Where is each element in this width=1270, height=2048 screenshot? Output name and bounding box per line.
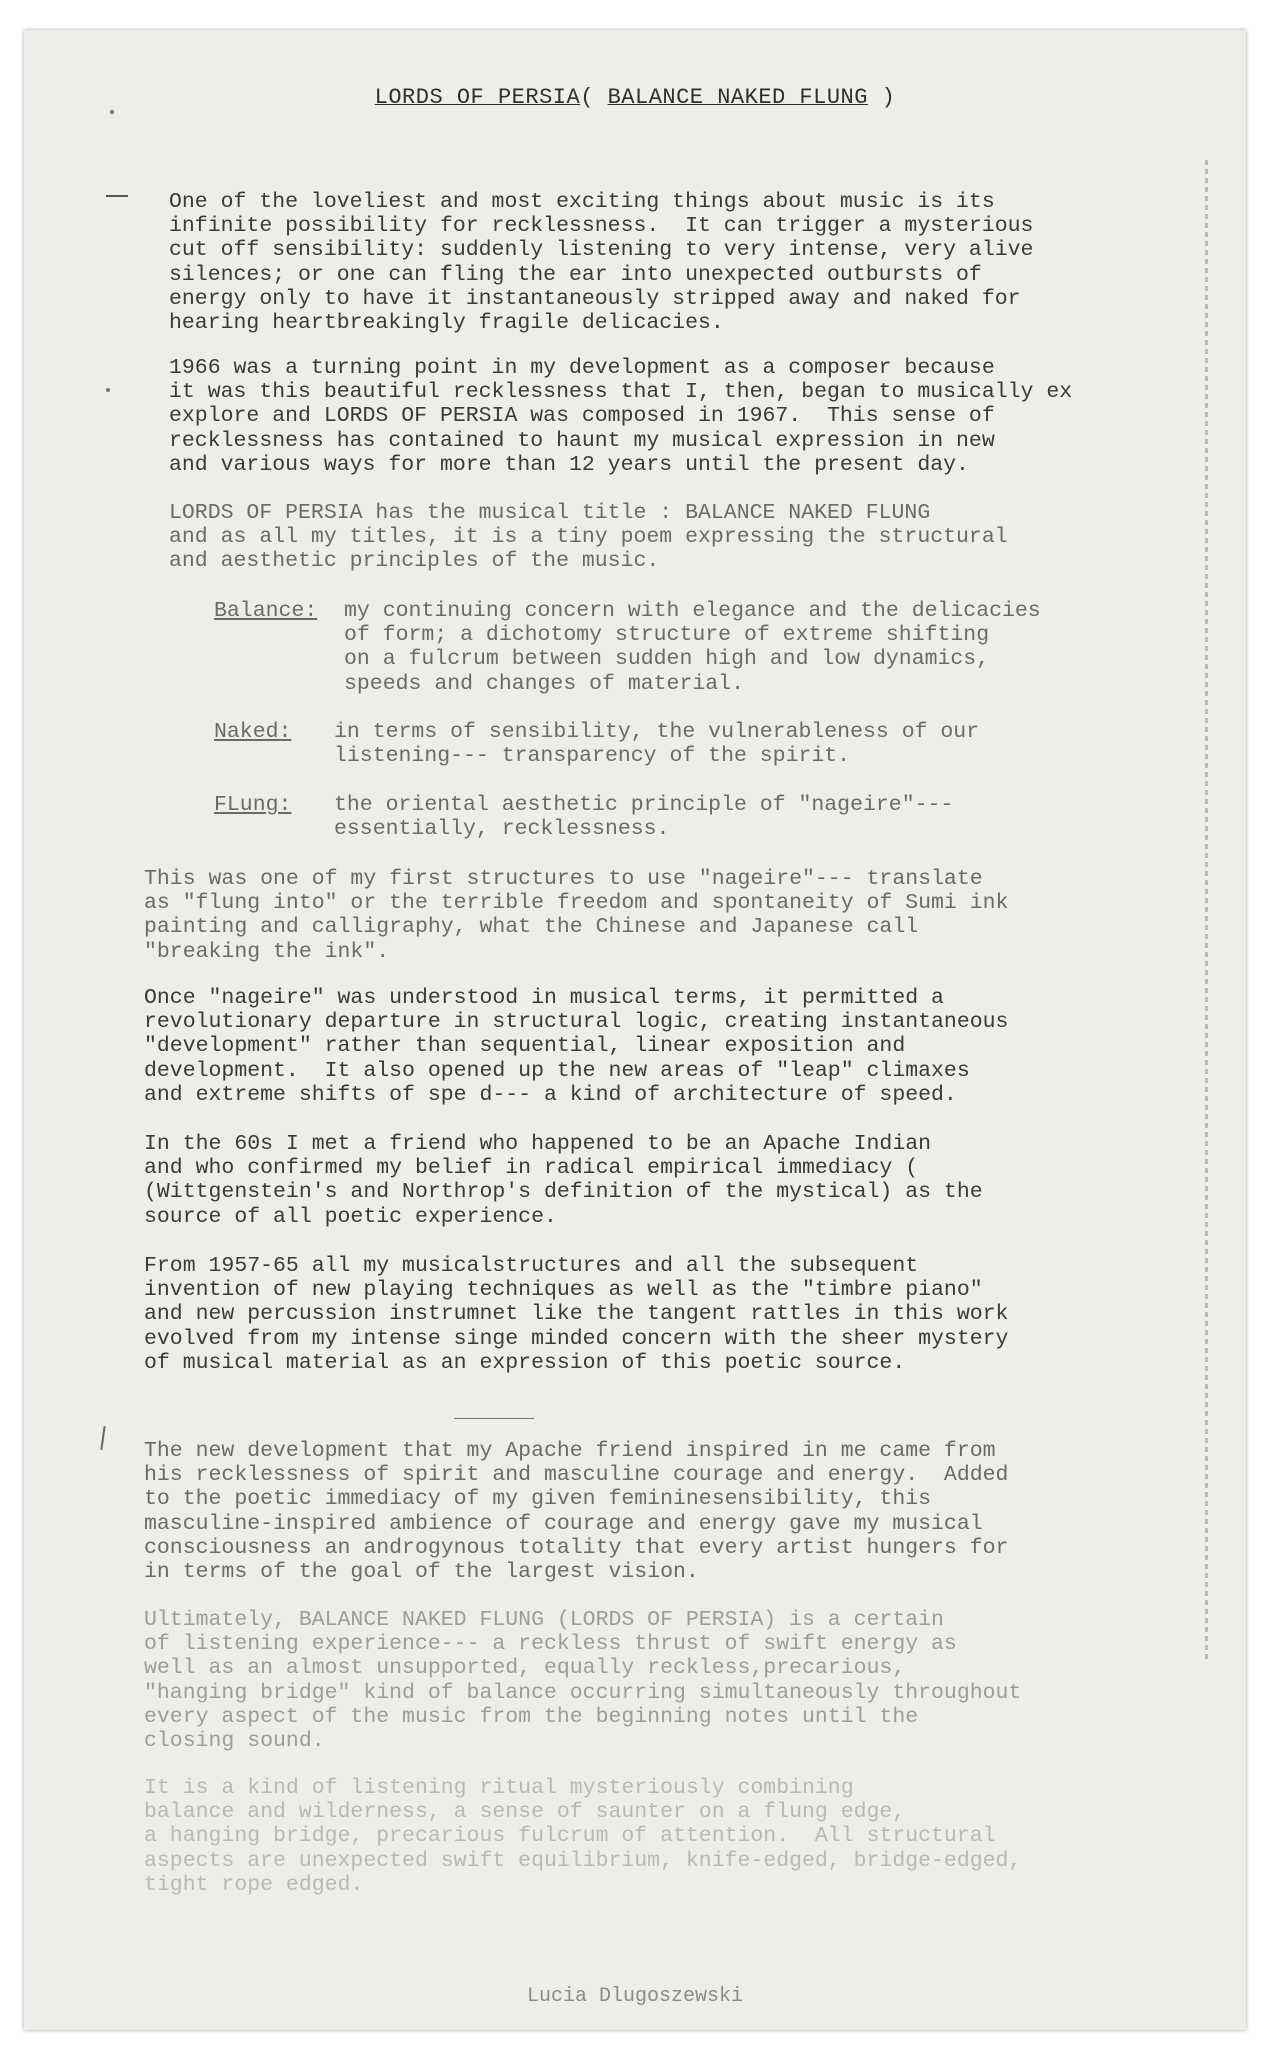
paragraph-10: It is a kind of listening ritual mysteriously combining balance and wilderness, a sense of saunter on a flung edge, a hanging bridge, precarious fulcrum of attention. All structural aspects are unexpected swift equilibrium, knife-edged, bridge-edged, tight rope edged. bbox=[144, 1776, 1022, 1897]
paragraph-3: LORDS OF PERSIA has the musical title : BALANCE NAKED FLUNG and as all my titles, it is a tiny poem expressing the structural and aesthetic principles of the music. bbox=[169, 501, 1008, 574]
definition-term-naked: Naked: bbox=[214, 720, 292, 744]
paragraph-5: Once "nageire" was understood in musical terms, it permitted a revolutionary departure in structural logic, creating instantaneous "development" rather than sequential, linear exposition and development. It also opened up the new areas of "leap" climaxes and extreme shifts of spe d--- a kind of architecture of speed. bbox=[144, 986, 1009, 1107]
section-divider bbox=[454, 1418, 534, 1419]
page-edge-marks bbox=[1205, 160, 1208, 1660]
paragraph-7: From 1957-65 all my musicalstructures and all the subsequent invention of new playing techniques as well as the "timbre piano" and new percussion instrumnet like the tangent rattles in this work evolved from my intense singe minded concern with the sheer mystery of musical material as an expression of this poetic source. bbox=[144, 1254, 1009, 1375]
margin-dot bbox=[106, 388, 110, 392]
definition-balance: my continuing concern with elegance and the delicacies of form; a dichotomy structure of extreme shifting on a fulcrum between sudden high and low dynamics, speeds and changes of material. bbox=[344, 599, 1041, 696]
definition-term-balance: Balance: bbox=[214, 599, 318, 623]
paragraph-8: The new development that my Apache friend inspired in me came from his recklessness of spirit and masculine courage and energy. Added to the poetic immediacy of my given femininesensibility, this masculine-inspired ambience of courage and energy gave my musical consciousness an androgynous totality that every artist hungers for in terms of the goal of the largest vision. bbox=[144, 1439, 1009, 1585]
paragraph-6: In the 60s I met a friend who happened to be an Apache Indian and who confirmed my belief in radical empirical immediacy ( (Wittgenstein's and Northrop's definition of the mystical) as the source of all poetic experience. bbox=[144, 1132, 983, 1229]
document-page bbox=[24, 30, 1246, 2030]
paragraph-2: 1966 was a turning point in my development as a composer because it was this beautiful recklessness that I, then, began to musically ex explore and LORDS OF PERSIA was composed in 1967. This sense of recklessness has contained to haunt my musical expression in new and various ways for more than 12 years until the present day. bbox=[169, 356, 1073, 477]
paragraph-9: Ultimately, BALANCE NAKED FLUNG (LORDS OF PERSIA) is a certain of listening experience--- a reckless thrust of swift energy as well as an almost unsupported, equally reckless,precarious, "hanging bridge" kind of balance occurring simultaneously throughout every aspect of the music from the beginning notes until the closing sound. bbox=[144, 1608, 1022, 1754]
margin-dot bbox=[110, 110, 114, 114]
paragraph-1: One of the loveliest and most exciting things about music is its infinite possibility for recklessness. It can trigger a mysterious cut off sensibility: suddenly listening to very intense, very alive silences; or one can fling the ear into unexpected outbursts of energy only to have it instantaneously stripped away and naked for hearing heartbreakingly fragile delicacies. bbox=[169, 190, 1034, 336]
definition-flung: the oriental aesthetic principle of "nageire"--- essentially, recklessness. bbox=[334, 793, 954, 842]
title-paren-open: ( bbox=[580, 85, 608, 110]
title-balance-naked-flung: BALANCE NAKED FLUNG bbox=[607, 85, 868, 110]
paragraph-4: This was one of my first structures to use "nageire"--- translate as "flung into" or the terrible freedom and spontaneity of Sumi ink painting and calligraphy, what the Chinese and Japanese call "breaking the ink". bbox=[144, 867, 1009, 964]
margin-tick bbox=[100, 1426, 105, 1450]
title-paren-close: ) bbox=[867, 85, 896, 110]
title-lords-of-persia: LORDS OF PERSIA bbox=[374, 85, 581, 110]
margin-mark bbox=[106, 195, 128, 197]
page-title bbox=[24, 85, 1246, 110]
definition-naked: in terms of sensibility, the vulnerableness of our listening--- transparency of the spirit. bbox=[334, 720, 980, 769]
definition-term-flung: FLung: bbox=[214, 793, 292, 817]
signature: Lucia Dlugoszewski bbox=[526, 1985, 744, 2008]
